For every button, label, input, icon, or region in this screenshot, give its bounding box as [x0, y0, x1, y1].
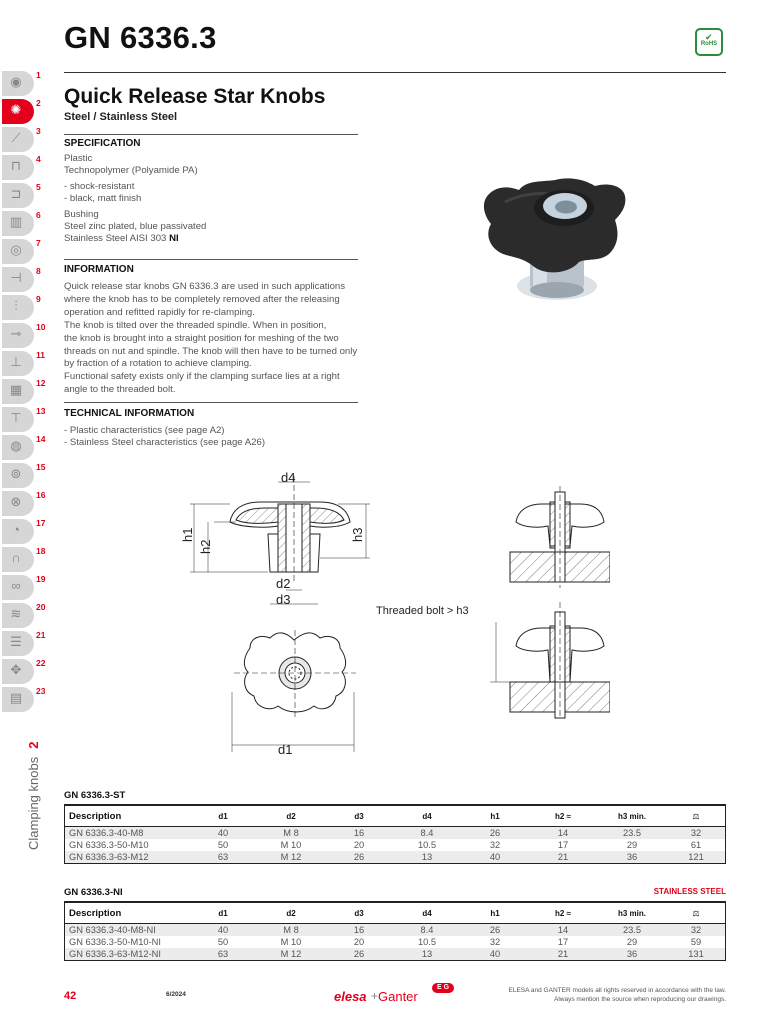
info-line: threads on nut and spindle. The knob will then have to be turned only: [64, 345, 358, 357]
table-cell: 59: [667, 936, 726, 948]
table-cell-description: GN 6336.3-63-M12: [65, 851, 190, 864]
dim-d3: d3: [276, 592, 291, 607]
tab-number: 16: [36, 490, 46, 500]
table-cell: 63: [189, 851, 257, 864]
category-tab-12[interactable]: [0, 378, 46, 405]
spec-line: [64, 233, 206, 245]
table-cell: 32: [667, 827, 726, 840]
table-cell: M 10: [280, 840, 302, 850]
category-tab-18[interactable]: [0, 546, 46, 573]
table-cell-description: GN 6336.3-40-M8-NI: [65, 924, 190, 937]
tab-number: 1: [36, 70, 41, 80]
latch-icon: ◎: [10, 242, 22, 257]
col-h1: h1: [461, 902, 529, 924]
col-d4: d4: [393, 902, 461, 924]
category-side-title: [26, 742, 41, 850]
table-cell: 50: [217, 937, 229, 947]
table-row: [65, 851, 726, 864]
info-line: Functional safety exists only if the clamping surface lies at a right: [64, 371, 340, 383]
edition-date: 6/2024: [166, 991, 186, 998]
tab-number: 4: [36, 154, 41, 164]
category-tab-5[interactable]: [0, 182, 46, 209]
table-cell: M 8: [257, 827, 325, 840]
table-cell: 131: [667, 948, 726, 961]
info-line: angle to the threaded bolt.: [64, 384, 176, 396]
dim-h2: h2: [198, 539, 213, 554]
dim-h1: h1: [180, 527, 195, 542]
category-tab-4[interactable]: [0, 154, 46, 181]
ganter-logo: Ganter: [378, 989, 418, 1004]
tab-number: 21: [36, 630, 46, 640]
ni-code: NI: [169, 233, 179, 245]
tab-number: 2: [36, 98, 41, 108]
tab-number: 7: [36, 238, 41, 248]
category-tab-21[interactable]: [0, 630, 46, 657]
info-line: the knob is brought into a straight position for meshing of the two: [64, 332, 339, 344]
pull-handle-icon: ⊐: [10, 186, 22, 201]
tab-number: 22: [36, 658, 46, 668]
category-tab-16[interactable]: [0, 490, 46, 517]
position-indicator-icon: ▦: [9, 382, 23, 397]
info-line: where the knob has to be completely removed after the releasing: [64, 293, 340, 305]
table-cell: 40: [189, 827, 257, 840]
table-cell: 36: [597, 851, 667, 864]
table-cell: 40: [461, 851, 529, 864]
spec-line: Plastic: [64, 153, 93, 164]
table-cell: 10.5: [417, 840, 437, 850]
product-title: Quick Release Star Knobs: [64, 85, 326, 108]
stainless-steel-tag: STAINLESS STEEL: [653, 887, 726, 896]
category-tab-7[interactable]: [0, 238, 46, 265]
category-tab-3[interactable]: [0, 126, 46, 153]
ball-joint-icon: ⊗: [10, 494, 22, 509]
tab-number: 6: [36, 210, 41, 220]
table-cell: 14: [529, 827, 597, 840]
checkmark-icon: ✔: [705, 32, 713, 42]
table-cell: 32: [667, 924, 726, 937]
dim-d1: d1: [278, 742, 293, 757]
col-h2: h2 ≈: [529, 902, 597, 924]
info-line: by fraction of a rotation to achieve clamping.: [64, 358, 252, 370]
section-divider: [64, 259, 358, 260]
table-cell: 63: [189, 948, 257, 961]
information-heading: INFORMATION: [64, 264, 134, 275]
spec-line: Bushing: [64, 208, 99, 220]
hinge-icon: ▥: [9, 214, 23, 229]
section-divider: [64, 134, 358, 135]
category-tab-22[interactable]: [0, 658, 46, 685]
header-divider: [64, 72, 726, 73]
dim-h3: h3: [350, 527, 365, 542]
table-cell: 20: [353, 840, 365, 850]
page-number: 42: [64, 990, 77, 1002]
col-h3: h3 min.: [597, 805, 667, 827]
category-tab-9[interactable]: [0, 294, 46, 321]
table-cell: 26: [325, 948, 393, 961]
col-h2: h2 ≈: [529, 805, 597, 827]
specification-heading: SPECIFICATION: [64, 138, 141, 149]
oil-plug-icon: ⊚: [10, 466, 22, 481]
tab-number: 17: [36, 518, 46, 528]
tab-number: 13: [36, 406, 46, 416]
top-view: [232, 630, 356, 752]
col-d1: d1: [189, 902, 257, 924]
category-tab-19[interactable]: [0, 574, 46, 601]
tab-number: 3: [36, 126, 41, 136]
table-row: [65, 839, 726, 851]
tab-number: 5: [36, 182, 41, 192]
dimensions-table-ni: [64, 901, 726, 961]
spec-line: - black, matt finish: [64, 193, 142, 205]
table-cell: 26: [325, 851, 393, 864]
mount-icon: ▤: [9, 690, 23, 705]
tab-number: 11: [36, 350, 45, 360]
info-line: The knob is tilted over the threaded spindle. When in position,: [64, 319, 327, 331]
col-d3: d3: [325, 902, 393, 924]
technical-heading: TECHNICAL INFORMATION: [64, 408, 195, 419]
table-cell: 21: [529, 948, 597, 961]
table-row: [65, 936, 726, 948]
col-description: Description: [65, 902, 190, 924]
spring-icon: ≋: [10, 606, 22, 621]
tab-number: 8: [36, 266, 41, 276]
elesa-logo: elesa: [334, 989, 367, 1004]
table-header-row: [65, 805, 726, 827]
dim-d2: d2: [276, 576, 291, 591]
magnet-icon: ∩: [11, 550, 21, 565]
table-cell: 36: [597, 948, 667, 961]
table-cell: 14: [529, 924, 597, 937]
table-cell: 26: [461, 924, 529, 937]
category-tab-2[interactable]: [0, 98, 46, 125]
category-tab-6[interactable]: [0, 210, 46, 237]
specification-text: [64, 153, 206, 246]
table-cell: 121: [667, 851, 726, 864]
col-d2: d2: [257, 805, 325, 827]
table-cell: 13: [393, 948, 461, 961]
table-title-st: GN 6336.3-ST: [64, 790, 126, 801]
table-cell: 29: [626, 840, 638, 850]
table-cell-description: GN 6336.3-40-M8: [65, 827, 190, 840]
table-header-row: [65, 902, 726, 924]
tech-line: - Plastic characteristics (see page A2): [64, 425, 225, 436]
tab-number: 15: [36, 462, 46, 472]
leveling-foot-icon: ⊥: [10, 354, 22, 369]
category-tab-15[interactable]: [0, 462, 46, 489]
col-d1: d1: [189, 805, 257, 827]
category-tab-1[interactable]: [0, 70, 46, 97]
table-cell: 10.5: [417, 937, 437, 947]
handle-icon: ⊓: [10, 158, 22, 173]
table-cell: 17: [557, 937, 569, 947]
tab-number: 10: [36, 322, 46, 332]
table-cell: 23.5: [597, 924, 667, 937]
lever-icon: ⟋: [11, 130, 21, 145]
legal-line: ELESA and GANTER models all rights reserved in accordance with the law.: [508, 987, 726, 994]
tab-number: 14: [36, 434, 46, 444]
threaded-hole: [555, 201, 577, 214]
tab-number: 20: [36, 602, 46, 612]
col-d3: d3: [325, 805, 393, 827]
table-cell: 40: [461, 948, 529, 961]
tab-number: 12: [36, 378, 46, 388]
eg-logo-badge: E G: [432, 983, 454, 993]
table-cell: 17: [557, 840, 569, 850]
threaded-bolt-note: Threaded bolt > h3: [376, 605, 469, 617]
table-title-ni: GN 6336.3-NI: [64, 887, 123, 898]
bellows-icon: ☰: [10, 634, 22, 649]
category-tab-8[interactable]: [0, 266, 46, 293]
table-cell: 16: [325, 827, 393, 840]
spec-material: Stainless Steel AISI 303: [64, 233, 167, 245]
table-cell: 29: [626, 937, 638, 947]
table-cell: 40: [189, 924, 257, 937]
caster-icon: ◔: [12, 522, 20, 537]
category-tab-11[interactable]: [0, 350, 46, 377]
table-cell: 23.5: [597, 827, 667, 840]
connector-icon: ✥: [10, 662, 22, 677]
table-row: [65, 827, 726, 840]
information-text: [64, 281, 385, 397]
table-cell-description: GN 6336.3-50-M10-NI: [65, 936, 190, 948]
tab-number: 18: [36, 546, 46, 556]
legal-notice: [460, 987, 726, 1004]
weight-icon: ⚖: [667, 902, 726, 924]
star-knob-icon: ✺: [10, 102, 22, 117]
rohs-badge: [695, 28, 723, 56]
info-line: operation and refitted rapidly for re-clamping.: [64, 306, 255, 318]
product-photo: [475, 162, 635, 312]
dimensions-table-st: [64, 804, 726, 864]
tab-number: 19: [36, 574, 46, 584]
product-subtitle: Steel / Stainless Steel: [64, 111, 178, 123]
cylinder-knob-icon: ◉: [10, 74, 22, 89]
table-cell: 50: [217, 840, 229, 850]
category-tab-17[interactable]: [0, 518, 46, 545]
tech-line: - Stainless Steel characteristics (see page A26): [64, 437, 266, 449]
table-cell: 16: [325, 924, 393, 937]
category-label: Clamping knobs: [26, 756, 41, 850]
category-number: 2: [26, 741, 41, 749]
tab-number: 23: [36, 686, 46, 696]
category-tab-10[interactable]: [0, 322, 46, 349]
mounting-view-bottom: [490, 602, 610, 718]
screw-icon: ⫶: [14, 298, 18, 313]
table-cell: 32: [489, 840, 501, 850]
category-tab-20[interactable]: [0, 602, 46, 629]
table-cell: 8.4: [393, 924, 461, 937]
info-line: Quick release star knobs GN 6336.3 are used in such applications: [64, 281, 346, 292]
spec-line: Steel zinc plated, blue passivated: [64, 221, 207, 233]
section-divider: [64, 402, 358, 403]
chain-icon: ∞: [11, 578, 21, 593]
table-cell: 32: [489, 937, 501, 947]
table-cell-description: GN 6336.3-50-M10: [65, 839, 190, 851]
legal-line: Always mention the source when reproducing our drawings.: [554, 995, 726, 1003]
table-cell: 21: [529, 851, 597, 864]
rohs-badge-label: RoHS: [700, 41, 718, 47]
mounting-view-top: [510, 486, 610, 588]
indexing-plunger-icon: ⊣: [10, 270, 22, 285]
table-cell: M 8: [257, 924, 325, 937]
technical-drawing: [170, 462, 610, 782]
category-tab-13[interactable]: [0, 406, 46, 433]
category-tab-14[interactable]: [0, 434, 46, 461]
spec-line: Technopolymer (Polyamide PA): [64, 165, 198, 177]
table-row: [65, 948, 726, 961]
brand-separator: +: [371, 989, 379, 1003]
spec-line: - shock-resistant: [64, 180, 135, 192]
col-d2: d2: [257, 902, 325, 924]
table-cell: M 12: [257, 948, 325, 961]
table-cell: 26: [461, 827, 529, 840]
table-cell: 20: [353, 937, 365, 947]
technical-text: [64, 425, 265, 450]
table-cell: 13: [393, 851, 461, 864]
table-cell: 8.4: [393, 827, 461, 840]
table-row: [65, 924, 726, 937]
table-cell: M 12: [257, 851, 325, 864]
valve-icon: ⊤: [10, 410, 22, 425]
tab-number: 9: [36, 294, 41, 304]
dim-d4: d4: [281, 470, 296, 485]
col-h3: h3 min.: [597, 902, 667, 924]
product-code: GN 6336.3: [64, 20, 217, 55]
col-description: Description: [65, 805, 190, 827]
col-d4: d4: [393, 805, 461, 827]
table-cell-description: GN 6336.3-63-M12-NI: [65, 948, 190, 961]
clamp-icon: ⊸: [10, 326, 22, 341]
table-cell: 61: [667, 839, 726, 851]
category-tab-23[interactable]: [0, 686, 46, 713]
table-cell: M 10: [280, 937, 302, 947]
col-h1: h1: [461, 805, 529, 827]
weight-icon: ⚖: [667, 805, 726, 827]
sight-glass-icon: ◍: [10, 438, 22, 453]
